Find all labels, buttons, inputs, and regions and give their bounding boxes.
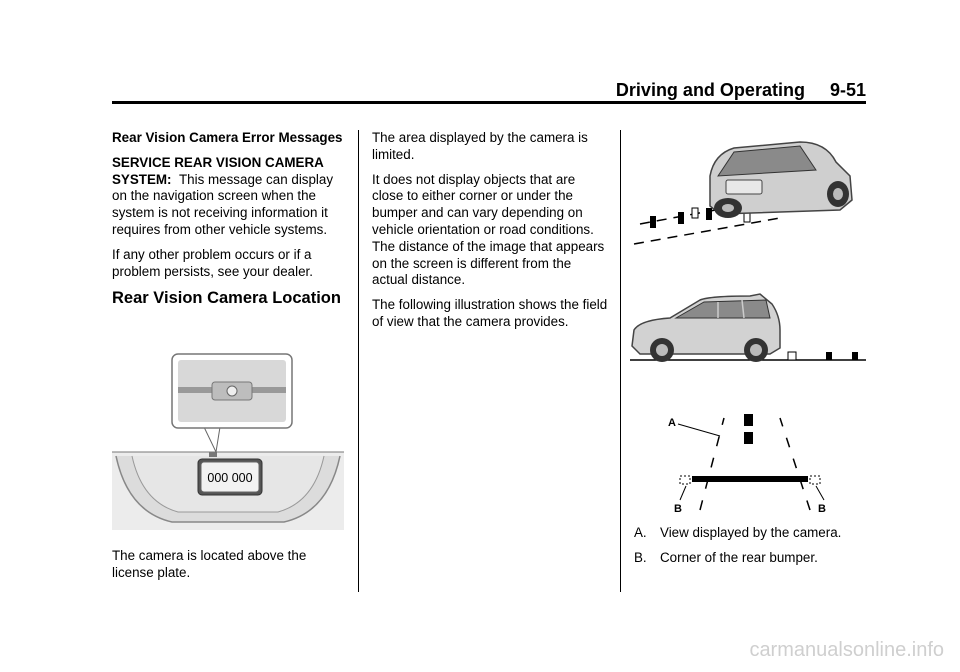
header-text [616,80,866,101]
service-message-text: This message can display on the navigation screen when the system is not receiving information it requires from other vehicle systems. [112,171,334,237]
camera-location-figure [112,352,344,530]
label-b-right: B [818,503,826,515]
label-a: A [668,417,676,429]
header-page-number: 9-51 [829,80,866,100]
figure-captions [634,525,870,575]
caption-b-text: Corner of the rear bumper. [660,549,818,565]
column-1 [112,130,346,316]
field-of-view-diagram [660,408,840,516]
column-2 [372,130,608,339]
illustration-intro-paragraph: The following illustration shows the field of view that the camera provides. [372,297,608,329]
error-messages-heading: Rear Vision Camera Error Messages [112,130,343,145]
caption-a-text: View displayed by the camera. [660,525,842,540]
caption-a-letter: A. [634,525,647,540]
dealer-paragraph: If any other problem occurs or if a problem persists, see your dealer. [112,246,313,279]
display-limits-paragraph: It does not display objects that are close to either corner or under the bumper and can vary depending on vehicle orientation or road conditions. The distance of the image that appears on the screen is different from the actual distance. [372,171,605,288]
caption-b [634,550,870,567]
limited-area-paragraph: The area displayed by the camera is limited. [372,130,588,162]
camera-location-caption-wrap [112,548,346,590]
rear-view-vehicle-figure [630,136,862,248]
page-header [112,78,866,104]
camera-location-title: Rear Vision Camera Location [112,289,341,308]
caption-a [634,525,870,542]
column-divider-1 [358,130,359,592]
side-view-vehicle-figure [630,290,866,370]
service-message-paragraph [112,155,346,239]
caption-b-letter: B. [634,549,647,565]
camera-location-caption: The camera is located above the license plate. [112,548,307,580]
header-section: Driving and Operating [615,80,805,100]
label-b-left: B [674,503,682,515]
service-message-name: SERVICE REAR VISION CAMERA SYSTEM: [112,154,324,187]
column-divider-2 [620,130,621,592]
watermark: carmanualsonline.info [749,639,944,661]
license-plate-text: 000 000 [207,471,253,485]
